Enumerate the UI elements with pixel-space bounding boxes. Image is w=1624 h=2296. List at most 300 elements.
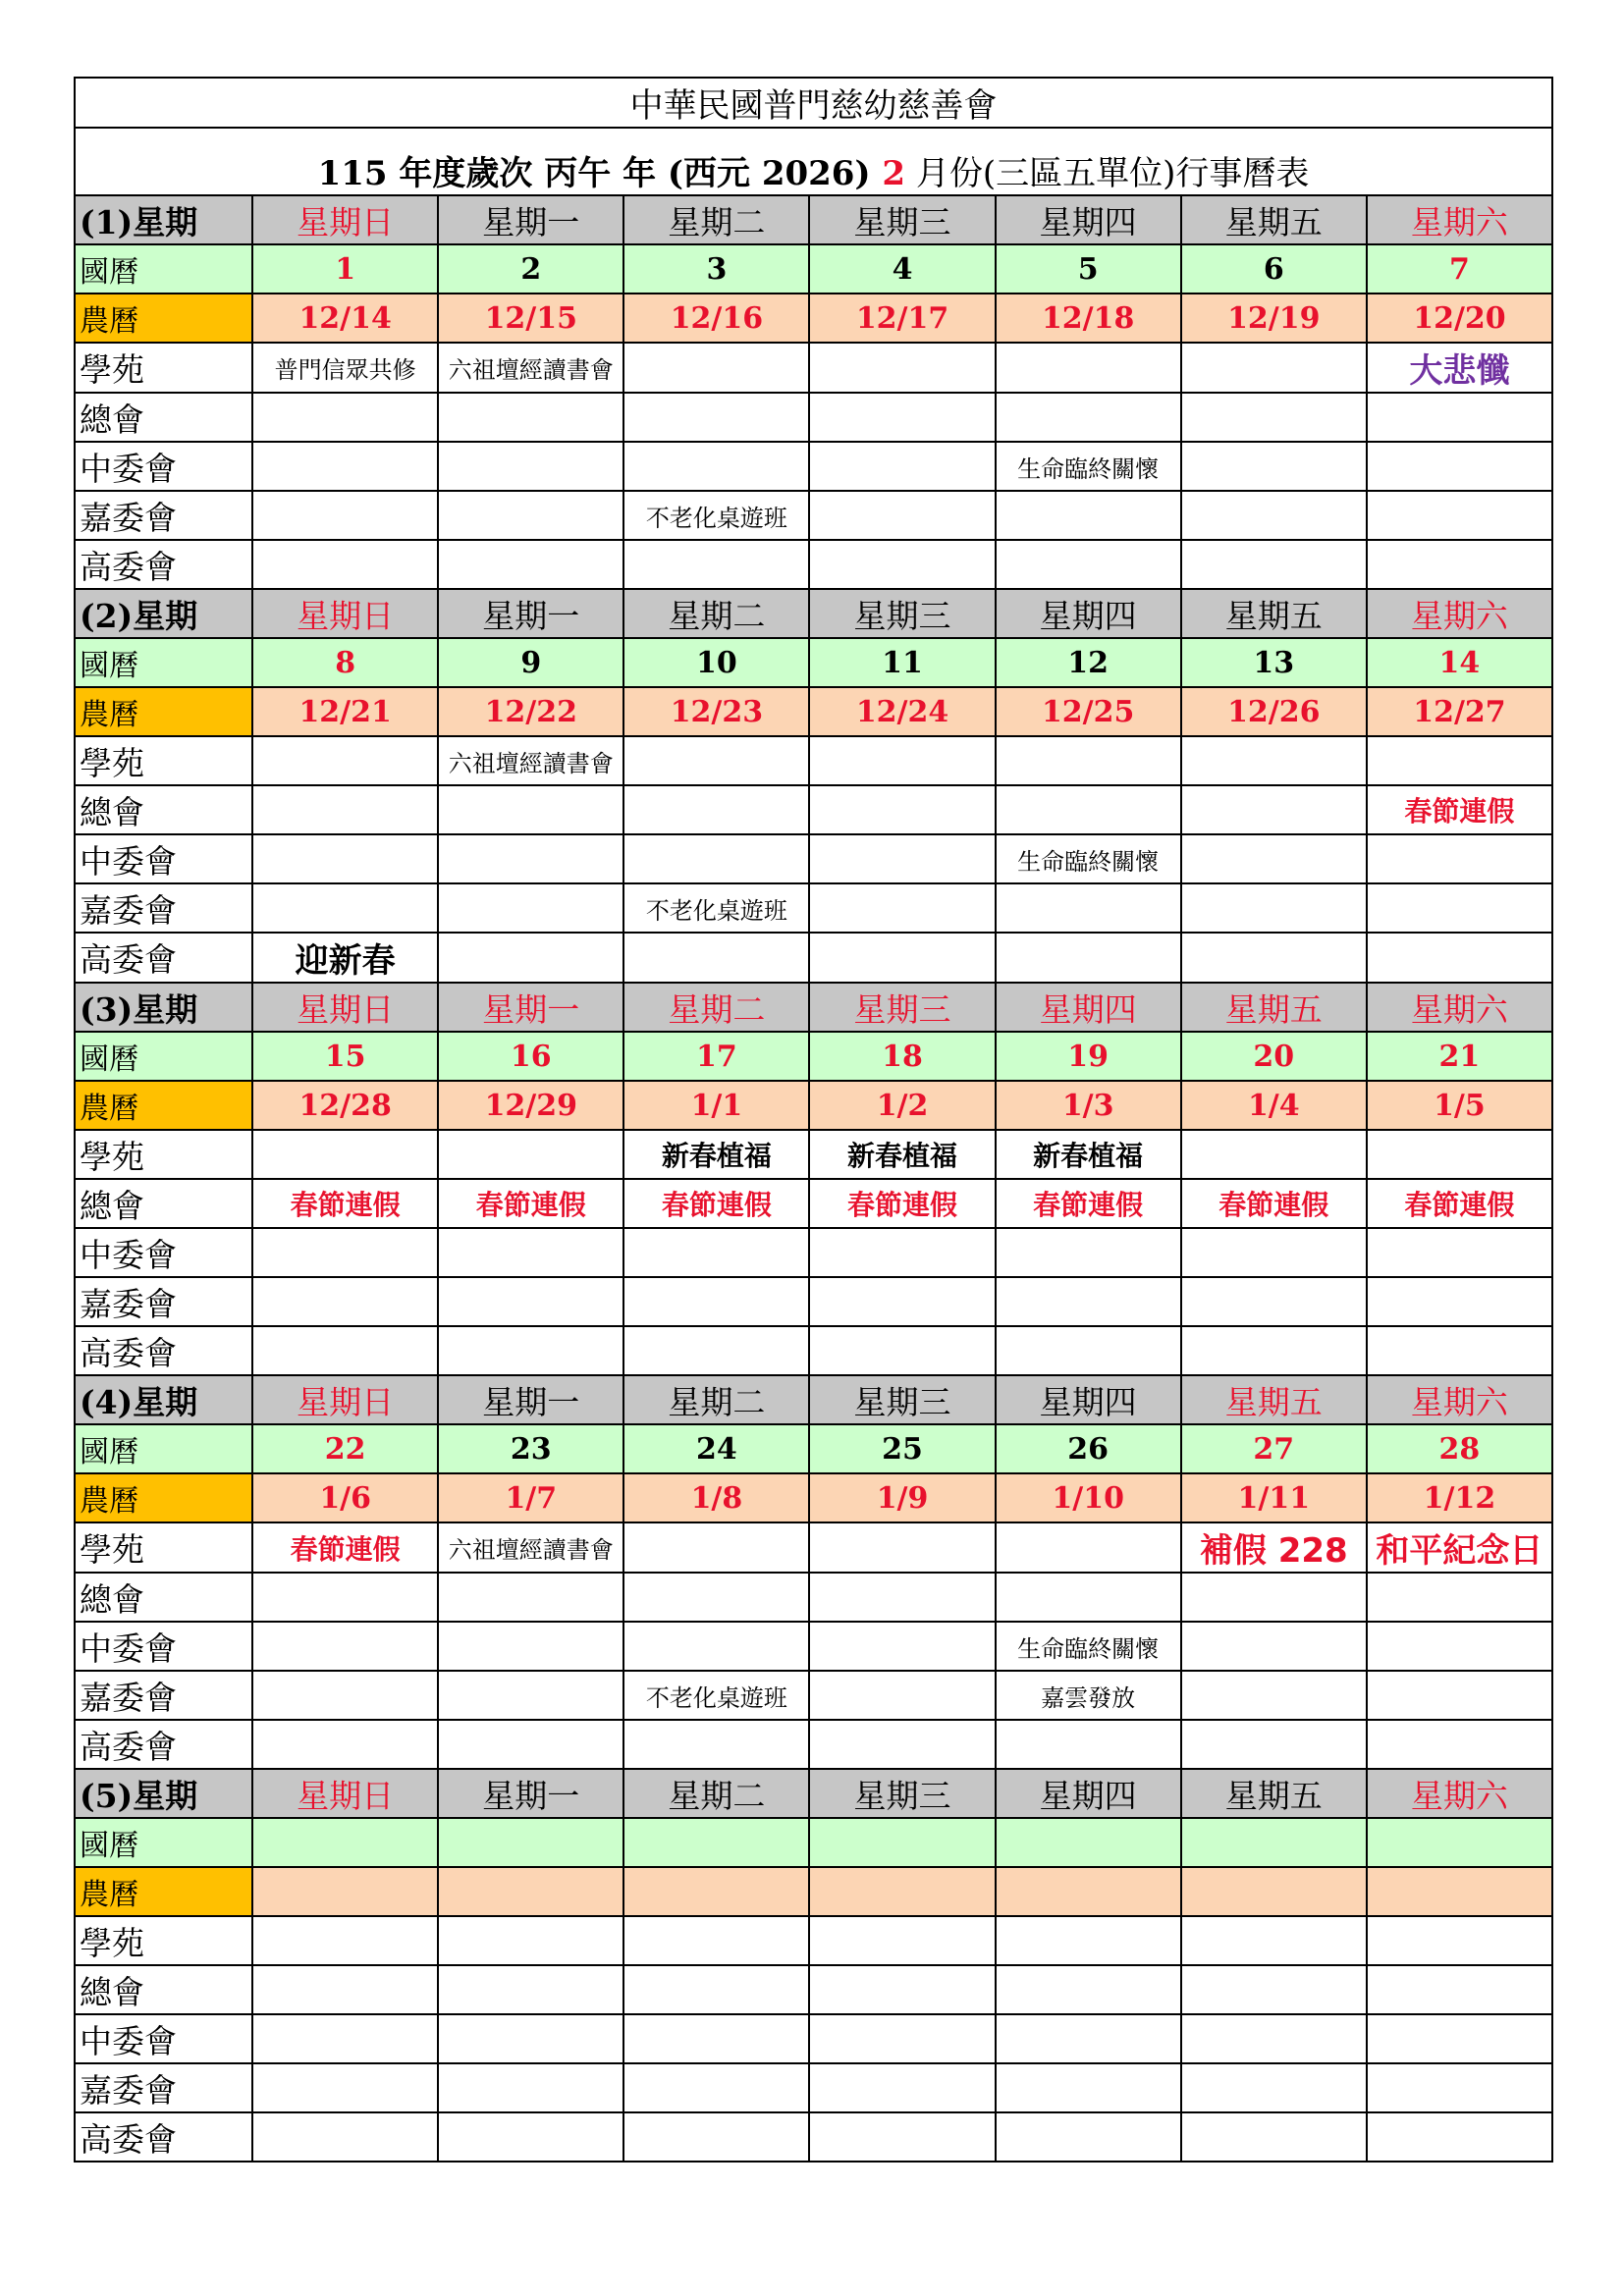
gregorian-row — [75, 638, 1552, 687]
empty-cell — [623, 1965, 809, 2014]
empty-cell — [1367, 2063, 1552, 2112]
event-cell: 春節連假 — [252, 1522, 438, 1573]
weekday-name: 星期日 — [252, 589, 438, 638]
unit-label-jiawei: 嘉委會 — [75, 883, 252, 933]
weekday-name: 星期四 — [996, 195, 1181, 244]
empty-cell — [438, 1720, 623, 1769]
unit-row-zonghui — [75, 1179, 1552, 1228]
week-label: (5)星期 — [75, 1769, 252, 1818]
empty-cell — [809, 883, 995, 933]
empty-cell — [1367, 1671, 1552, 1720]
empty-cell — [438, 491, 623, 540]
gregorian-label: 國曆 — [75, 1032, 252, 1081]
gregorian-label: 國曆 — [75, 1818, 252, 1867]
empty-cell — [809, 1671, 995, 1720]
empty-cell — [252, 785, 438, 834]
event-cell: 生命臨終關懷 — [996, 834, 1181, 883]
lunar-date — [1181, 1867, 1367, 1916]
gregorian-row — [75, 1424, 1552, 1473]
empty-cell — [996, 1573, 1181, 1622]
empty-cell — [252, 1573, 438, 1622]
gregorian-date: 17 — [623, 1032, 809, 1081]
empty-cell — [1181, 2112, 1367, 2162]
lunar-date: 12/22 — [438, 687, 623, 736]
lunar-date: 1/10 — [996, 1473, 1181, 1522]
empty-cell — [252, 1277, 438, 1326]
unit-row-zhongwei — [75, 442, 1552, 491]
weekday-name: 星期五 — [1181, 983, 1367, 1032]
weekday-name: 星期日 — [252, 983, 438, 1032]
empty-cell — [1367, 1622, 1552, 1671]
unit-row-gaowei — [75, 933, 1552, 983]
gregorian-date: 23 — [438, 1424, 623, 1473]
empty-cell — [438, 933, 623, 983]
empty-cell — [1367, 2014, 1552, 2063]
empty-cell — [438, 2112, 623, 2162]
empty-cell — [252, 393, 438, 442]
unit-row-zonghui — [75, 1573, 1552, 1622]
weekday-name: 星期四 — [996, 1769, 1181, 1818]
unit-label-xueyuan: 學苑 — [75, 736, 252, 785]
unit-label-jiawei: 嘉委會 — [75, 491, 252, 540]
empty-cell — [623, 1720, 809, 1769]
empty-cell — [996, 2063, 1181, 2112]
empty-cell — [809, 540, 995, 589]
lunar-row — [75, 294, 1552, 343]
unit-row-zhongwei — [75, 834, 1552, 883]
empty-cell — [809, 1573, 995, 1622]
empty-cell — [996, 933, 1181, 983]
empty-cell — [1367, 1965, 1552, 2014]
gregorian-date: 24 — [623, 1424, 809, 1473]
empty-cell — [438, 883, 623, 933]
empty-cell — [1181, 834, 1367, 883]
unit-label-zhongwei: 中委會 — [75, 2014, 252, 2063]
weekday-name: 星期四 — [996, 589, 1181, 638]
lunar-label: 農曆 — [75, 294, 252, 343]
unit-row-jiawei — [75, 2063, 1552, 2112]
unit-row-jiawei — [75, 1671, 1552, 1720]
empty-cell — [809, 1965, 995, 2014]
empty-cell — [623, 1326, 809, 1375]
event-cell: 春節連假 — [438, 1179, 623, 1228]
lunar-date: 1/7 — [438, 1473, 623, 1522]
gregorian-date: 13 — [1181, 638, 1367, 687]
lunar-date: 1/11 — [1181, 1473, 1367, 1522]
lunar-date: 12/20 — [1367, 294, 1552, 343]
empty-cell — [996, 785, 1181, 834]
empty-cell — [996, 1965, 1181, 2014]
empty-cell — [438, 1573, 623, 1622]
unit-row-zonghui — [75, 785, 1552, 834]
empty-cell — [996, 491, 1181, 540]
lunar-row — [75, 1867, 1552, 1916]
empty-cell — [1367, 2112, 1552, 2162]
gregorian-date: 22 — [252, 1424, 438, 1473]
calendar-table — [74, 77, 1553, 2163]
weekday-row — [75, 195, 1552, 244]
gregorian-date — [1181, 1818, 1367, 1867]
weekday-name: 星期一 — [438, 195, 623, 244]
unit-label-zonghui: 總會 — [75, 1573, 252, 1622]
empty-cell — [996, 2014, 1181, 2063]
event-cell: 春節連假 — [623, 1179, 809, 1228]
lunar-label: 農曆 — [75, 1473, 252, 1522]
gregorian-date: 25 — [809, 1424, 995, 1473]
gregorian-date: 8 — [252, 638, 438, 687]
empty-cell — [1181, 1622, 1367, 1671]
empty-cell — [252, 883, 438, 933]
unit-row-zonghui — [75, 1965, 1552, 2014]
weekday-name: 星期六 — [1367, 195, 1552, 244]
weekday-name: 星期五 — [1181, 1375, 1367, 1424]
empty-cell — [252, 1671, 438, 1720]
empty-cell — [623, 1228, 809, 1277]
empty-cell — [252, 1720, 438, 1769]
empty-cell — [1367, 933, 1552, 983]
empty-cell — [996, 1326, 1181, 1375]
gregorian-date: 20 — [1181, 1032, 1367, 1081]
gregorian-date — [1367, 1818, 1552, 1867]
unit-row-gaowei — [75, 2112, 1552, 2162]
empty-cell — [1367, 883, 1552, 933]
empty-cell — [438, 1916, 623, 1965]
unit-row-zhongwei — [75, 1622, 1552, 1671]
weekday-name: 星期一 — [438, 589, 623, 638]
weekday-name: 星期四 — [996, 1375, 1181, 1424]
empty-cell — [438, 2014, 623, 2063]
empty-cell — [252, 1965, 438, 2014]
gregorian-date: 18 — [809, 1032, 995, 1081]
unit-row-xueyuan — [75, 343, 1552, 393]
weekday-name: 星期五 — [1181, 1769, 1367, 1818]
empty-cell — [809, 343, 995, 393]
empty-cell — [623, 834, 809, 883]
lunar-date — [809, 1867, 995, 1916]
empty-cell — [252, 1916, 438, 1965]
empty-cell — [1181, 1573, 1367, 1622]
lunar-date: 12/25 — [996, 687, 1181, 736]
gregorian-date: 4 — [809, 244, 995, 294]
unit-label-gaowei: 高委會 — [75, 1326, 252, 1375]
empty-cell — [623, 1916, 809, 1965]
weekday-name: 星期五 — [1181, 195, 1367, 244]
gregorian-label: 國曆 — [75, 244, 252, 294]
gregorian-row — [75, 1818, 1552, 1867]
event-cell: 補假 228 — [1181, 1522, 1367, 1573]
empty-cell — [996, 343, 1181, 393]
weekday-name: 星期一 — [438, 983, 623, 1032]
empty-cell — [809, 1916, 995, 1965]
empty-cell — [623, 1573, 809, 1622]
empty-cell — [1367, 736, 1552, 785]
gregorian-date — [438, 1818, 623, 1867]
empty-cell — [623, 736, 809, 785]
lunar-date: 1/1 — [623, 1081, 809, 1130]
empty-cell — [438, 393, 623, 442]
event-cell: 和平紀念日 — [1367, 1522, 1552, 1573]
empty-cell — [438, 834, 623, 883]
unit-label-jiawei: 嘉委會 — [75, 1671, 252, 1720]
lunar-date: 12/27 — [1367, 687, 1552, 736]
weekday-name: 星期日 — [252, 1769, 438, 1818]
lunar-date: 12/28 — [252, 1081, 438, 1130]
unit-label-jiawei: 嘉委會 — [75, 1277, 252, 1326]
week-label: (3)星期 — [75, 983, 252, 1032]
lunar-label: 農曆 — [75, 1867, 252, 1916]
lunar-date: 1/3 — [996, 1081, 1181, 1130]
empty-cell — [809, 1622, 995, 1671]
lunar-date: 12/21 — [252, 687, 438, 736]
weekday-name: 星期五 — [1181, 589, 1367, 638]
unit-label-zonghui: 總會 — [75, 785, 252, 834]
gregorian-date: 26 — [996, 1424, 1181, 1473]
empty-cell — [809, 2014, 995, 2063]
empty-cell — [1181, 1130, 1367, 1179]
lunar-date: 12/15 — [438, 294, 623, 343]
weekday-name: 星期二 — [623, 195, 809, 244]
empty-cell — [1181, 1965, 1367, 2014]
event-cell: 六祖壇經讀書會 — [438, 736, 623, 785]
empty-cell — [438, 442, 623, 491]
empty-cell — [996, 540, 1181, 589]
lunar-date: 12/17 — [809, 294, 995, 343]
empty-cell — [996, 1522, 1181, 1573]
unit-row-zhongwei — [75, 1228, 1552, 1277]
empty-cell — [623, 2063, 809, 2112]
empty-cell — [809, 834, 995, 883]
empty-cell — [1367, 442, 1552, 491]
unit-row-xueyuan — [75, 1130, 1552, 1179]
empty-cell — [252, 736, 438, 785]
empty-cell — [1181, 393, 1367, 442]
empty-cell — [1181, 442, 1367, 491]
empty-cell — [996, 393, 1181, 442]
gregorian-date: 7 — [1367, 244, 1552, 294]
empty-cell — [252, 834, 438, 883]
week-label: (2)星期 — [75, 589, 252, 638]
lunar-row — [75, 1473, 1552, 1522]
empty-cell — [623, 442, 809, 491]
unit-row-zonghui — [75, 393, 1552, 442]
empty-cell — [252, 540, 438, 589]
weekday-name: 星期二 — [623, 1375, 809, 1424]
gregorian-date: 16 — [438, 1032, 623, 1081]
gregorian-date — [809, 1818, 995, 1867]
unit-label-zhongwei: 中委會 — [75, 442, 252, 491]
unit-label-zhongwei: 中委會 — [75, 1228, 252, 1277]
weekday-name: 星期四 — [996, 983, 1181, 1032]
lunar-date: 12/29 — [438, 1081, 623, 1130]
empty-cell — [1367, 393, 1552, 442]
empty-cell — [1181, 736, 1367, 785]
empty-cell — [1181, 1228, 1367, 1277]
empty-cell — [252, 491, 438, 540]
empty-cell — [252, 1622, 438, 1671]
empty-cell — [438, 1228, 623, 1277]
gregorian-date: 5 — [996, 244, 1181, 294]
unit-label-gaowei: 高委會 — [75, 933, 252, 983]
empty-cell — [1367, 1916, 1552, 1965]
gregorian-date: 10 — [623, 638, 809, 687]
unit-label-gaowei: 高委會 — [75, 540, 252, 589]
lunar-date: 12/14 — [252, 294, 438, 343]
empty-cell — [809, 785, 995, 834]
unit-row-xueyuan — [75, 1916, 1552, 1965]
lunar-date — [438, 1867, 623, 1916]
event-cell: 春節連假 — [996, 1179, 1181, 1228]
empty-cell — [623, 343, 809, 393]
subtitle-month: 2 — [882, 154, 906, 194]
gregorian-date: 14 — [1367, 638, 1552, 687]
lunar-date: 12/18 — [996, 294, 1181, 343]
lunar-row — [75, 687, 1552, 736]
subtitle-suffix: 月份(三區五單位)行事曆表 — [905, 154, 1310, 194]
lunar-date: 1/9 — [809, 1473, 995, 1522]
week-label: (1)星期 — [75, 195, 252, 244]
unit-row-jiawei — [75, 883, 1552, 933]
gregorian-row — [75, 244, 1552, 294]
event-cell: 不老化桌遊班 — [623, 883, 809, 933]
empty-cell — [1367, 540, 1552, 589]
weekday-name: 星期三 — [809, 589, 995, 638]
empty-cell — [623, 785, 809, 834]
empty-cell — [438, 540, 623, 589]
unit-label-zonghui: 總會 — [75, 393, 252, 442]
event-cell: 生命臨終關懷 — [996, 442, 1181, 491]
empty-cell — [1181, 933, 1367, 983]
weekday-name: 星期三 — [809, 195, 995, 244]
unit-row-gaowei — [75, 1720, 1552, 1769]
lunar-row — [75, 1081, 1552, 1130]
gregorian-date: 11 — [809, 638, 995, 687]
lunar-date: 12/24 — [809, 687, 995, 736]
empty-cell — [623, 1522, 809, 1573]
empty-cell — [1181, 491, 1367, 540]
empty-cell — [1367, 1277, 1552, 1326]
weekday-row — [75, 1375, 1552, 1424]
empty-cell — [252, 1326, 438, 1375]
empty-cell — [623, 393, 809, 442]
empty-cell — [996, 736, 1181, 785]
empty-cell — [809, 736, 995, 785]
event-cell: 迎新春 — [252, 933, 438, 983]
gregorian-date: 6 — [1181, 244, 1367, 294]
weekday-name: 星期二 — [623, 589, 809, 638]
empty-cell — [1367, 1326, 1552, 1375]
event-cell: 新春植福 — [996, 1130, 1181, 1179]
empty-cell — [996, 883, 1181, 933]
unit-label-xueyuan: 學苑 — [75, 1916, 252, 1965]
empty-cell — [1181, 1326, 1367, 1375]
unit-row-jiawei — [75, 1277, 1552, 1326]
unit-row-xueyuan — [75, 736, 1552, 785]
unit-label-gaowei: 高委會 — [75, 1720, 252, 1769]
empty-cell — [252, 442, 438, 491]
weekday-row — [75, 589, 1552, 638]
empty-cell — [623, 933, 809, 983]
event-cell: 新春植福 — [623, 1130, 809, 1179]
gregorian-date: 15 — [252, 1032, 438, 1081]
document-subtitle — [75, 128, 1552, 195]
weekday-row — [75, 1769, 1552, 1818]
empty-cell — [438, 1130, 623, 1179]
empty-cell — [1181, 2014, 1367, 2063]
empty-cell — [996, 1916, 1181, 1965]
empty-cell — [1367, 1720, 1552, 1769]
gregorian-date: 3 — [623, 244, 809, 294]
unit-label-zonghui: 總會 — [75, 1965, 252, 2014]
weekday-name: 星期三 — [809, 1769, 995, 1818]
empty-cell — [1181, 785, 1367, 834]
weekday-name: 星期三 — [809, 1375, 995, 1424]
event-cell: 春節連假 — [1367, 785, 1552, 834]
lunar-date — [1367, 1867, 1552, 1916]
empty-cell — [252, 2014, 438, 2063]
empty-cell — [809, 2112, 995, 2162]
unit-label-jiawei: 嘉委會 — [75, 2063, 252, 2112]
lunar-date — [252, 1867, 438, 1916]
event-cell: 不老化桌遊班 — [623, 491, 809, 540]
gregorian-label: 國曆 — [75, 638, 252, 687]
lunar-date — [623, 1867, 809, 1916]
unit-row-gaowei — [75, 1326, 1552, 1375]
empty-cell — [252, 1228, 438, 1277]
gregorian-date: 2 — [438, 244, 623, 294]
empty-cell — [623, 1622, 809, 1671]
lunar-label: 農曆 — [75, 1081, 252, 1130]
empty-cell — [1181, 343, 1367, 393]
empty-cell — [438, 785, 623, 834]
gregorian-date: 28 — [1367, 1424, 1552, 1473]
gregorian-date — [252, 1818, 438, 1867]
weekday-name: 星期二 — [623, 1769, 809, 1818]
gregorian-label: 國曆 — [75, 1424, 252, 1473]
event-cell: 春節連假 — [809, 1179, 995, 1228]
gregorian-row — [75, 1032, 1552, 1081]
weekday-name: 星期三 — [809, 983, 995, 1032]
empty-cell — [1181, 1916, 1367, 1965]
weekday-row — [75, 983, 1552, 1032]
unit-label-xueyuan: 學苑 — [75, 1522, 252, 1573]
empty-cell — [1181, 2063, 1367, 2112]
event-cell: 大悲懺 — [1367, 343, 1552, 393]
event-cell: 不老化桌遊班 — [623, 1671, 809, 1720]
empty-cell — [1181, 1720, 1367, 1769]
week-label: (4)星期 — [75, 1375, 252, 1424]
lunar-label: 農曆 — [75, 687, 252, 736]
weekday-name: 星期六 — [1367, 1375, 1552, 1424]
event-cell: 普門信眾共修 — [252, 343, 438, 393]
lunar-date: 12/26 — [1181, 687, 1367, 736]
weekday-name: 星期日 — [252, 1375, 438, 1424]
empty-cell — [1367, 1228, 1552, 1277]
gregorian-date: 19 — [996, 1032, 1181, 1081]
weekday-name: 星期六 — [1367, 983, 1552, 1032]
empty-cell — [809, 1522, 995, 1573]
event-cell: 六祖壇經讀書會 — [438, 343, 623, 393]
empty-cell — [1367, 1130, 1552, 1179]
empty-cell — [1367, 491, 1552, 540]
empty-cell — [623, 540, 809, 589]
unit-row-gaowei — [75, 540, 1552, 589]
lunar-date: 1/12 — [1367, 1473, 1552, 1522]
subtitle-prefix: 115 年度歲次 丙午 年 (西元 2026) — [317, 154, 883, 194]
empty-cell — [623, 2014, 809, 2063]
unit-label-gaowei: 高委會 — [75, 2112, 252, 2162]
empty-cell — [1181, 883, 1367, 933]
empty-cell — [252, 2112, 438, 2162]
